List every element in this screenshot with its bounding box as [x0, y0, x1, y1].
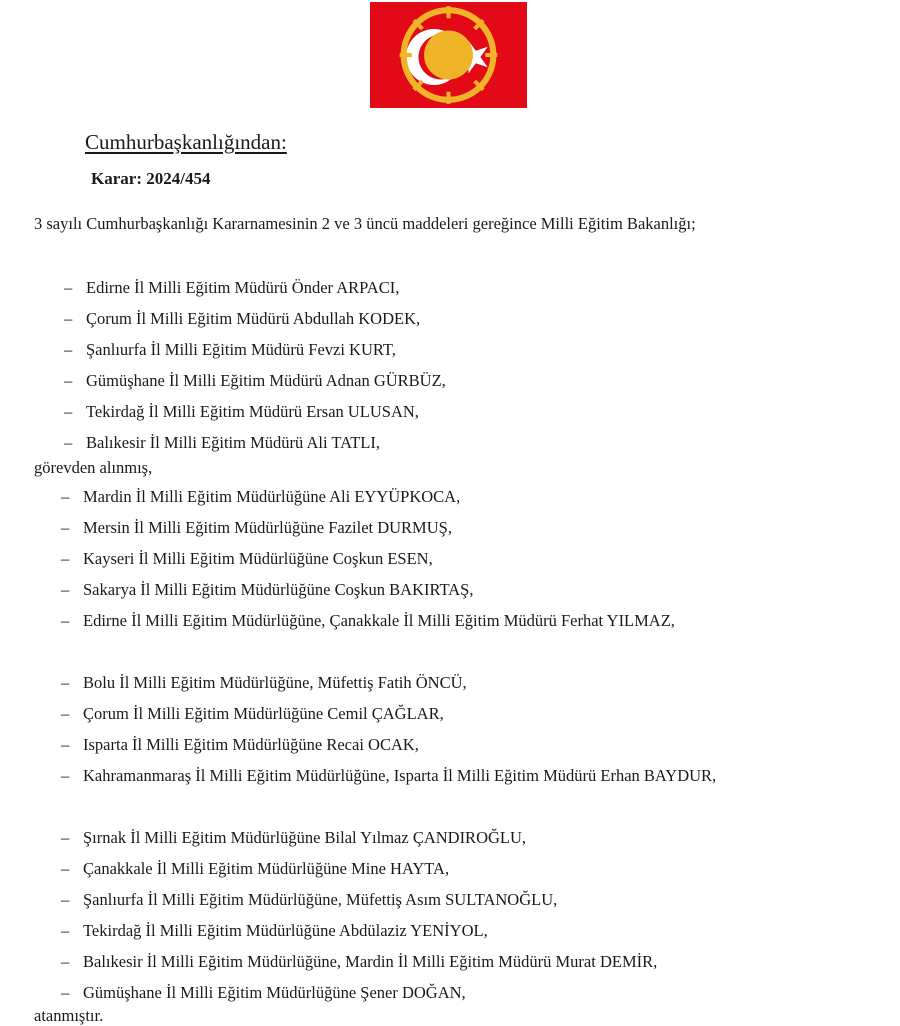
list-dash: – [61, 828, 70, 847]
list-item [61, 481, 866, 512]
list-item-text: Çorum İl Milli Eğitim Müdürlüğüne Cemil ÇAĞLAR, [83, 704, 444, 723]
list-item [61, 853, 866, 884]
list-item-text: Çorum İl Milli Eğitim Müdürü Abdullah KODEK, [86, 309, 421, 328]
list-item [61, 884, 866, 915]
list-item-text: Kahramanmaraş İl Milli Eğitim Müdürlüğüne, Isparta İl Milli Eğitim Müdürü Erhan BAYDUR, [83, 766, 717, 785]
list-item [64, 334, 876, 365]
list-item [61, 543, 866, 574]
list-dash: – [61, 921, 70, 940]
list-item [61, 574, 866, 605]
list-item [61, 915, 866, 946]
list-item [64, 396, 876, 427]
list-item-text: Tekirdağ İl Milli Eğitim Müdürlüğüne Abdülaziz YENİYOL, [83, 921, 488, 940]
list-dash: – [61, 704, 70, 723]
list-dash: – [61, 518, 70, 537]
list-item [61, 977, 866, 1008]
list-item [61, 667, 866, 698]
list-item [61, 698, 866, 729]
list-item-text: Bolu İl Milli Eğitim Müdürlüğüne, Müfettiş Fatih ÖNCÜ, [83, 673, 467, 692]
list-item [61, 512, 866, 543]
list-dash: – [61, 983, 70, 1002]
list-dash: – [64, 278, 73, 297]
list-item [61, 946, 866, 977]
list-dash: – [61, 890, 70, 909]
list-item [64, 427, 876, 458]
list-dash: – [61, 549, 70, 568]
list-item-text: Balıkesir İl Milli Eğitim Müdürü Ali TATLI, [86, 433, 380, 452]
list-item [61, 605, 866, 636]
list-item [64, 365, 876, 396]
intro-paragraph: 3 sayılı Cumhurbaşkanlığı Kararnamesinin 2 ve 3 üncü maddeleri gereğince Milli Eğitim Bakanlığı; [34, 214, 696, 233]
list-dash: – [64, 309, 73, 328]
list-item-text: Tekirdağ İl Milli Eğitim Müdürü Ersan ULUSAN, [86, 402, 419, 421]
list-item-text: Gümüşhane İl Milli Eğitim Müdürlüğüne Şener DOĞAN, [83, 983, 466, 1002]
list-dash: – [64, 371, 73, 390]
list-dash: – [61, 735, 70, 754]
list-item-text: Sakarya İl Milli Eğitim Müdürlüğüne Coşkun BAKIRTAŞ, [83, 580, 474, 599]
list-item [61, 729, 866, 760]
list-item [64, 303, 876, 334]
list-dash: – [61, 580, 70, 599]
list-item-text: Mersin İl Milli Eğitim Müdürlüğüne Fazilet DURMUŞ, [83, 518, 452, 537]
list-item-text: Kayseri İl Milli Eğitim Müdürlüğüne Coşkun ESEN, [83, 549, 433, 568]
list-dash: – [64, 433, 73, 452]
list-item-text: Edirne İl Milli Eğitim Müdürlüğüne, Çanakkale İl Milli Eğitim Müdürü Ferhat YILMAZ, [83, 611, 675, 630]
list-dash: – [61, 611, 70, 630]
list-item [61, 822, 866, 853]
list-dash: – [61, 952, 70, 971]
turkish-flag-icon [370, 2, 527, 108]
list-item [61, 760, 866, 791]
list-dash: – [61, 859, 70, 878]
closing-line: atanmıştır. [34, 1006, 104, 1025]
list-item-text: Şırnak İl Milli Eğitim Müdürlüğüne Bilal Yılmaz ÇANDIROĞLU, [83, 828, 527, 847]
list-dash: – [61, 673, 70, 692]
list-dash: – [61, 766, 70, 785]
list-dash: – [61, 487, 70, 506]
decree-number: Karar: 2024/454 [91, 169, 211, 188]
presidential-seal-icon [370, 2, 527, 108]
list-item-text: Edirne İl Milli Eğitim Müdürü Önder ARPACI, [86, 278, 400, 297]
dismissed-closing: görevden alınmış, [34, 458, 153, 477]
list-dash: – [64, 402, 73, 421]
list-item-text: Isparta İl Milli Eğitim Müdürlüğüne Recai OCAK, [83, 735, 419, 754]
list-item-text: Gümüşhane İl Milli Eğitim Müdürü Adnan GÜRBÜZ, [86, 371, 446, 390]
list-item-text: Balıkesir İl Milli Eğitim Müdürlüğüne, Mardin İl Milli Eğitim Müdürü Murat DEMİR, [83, 952, 658, 971]
issuer-heading: Cumhurbaşkanlığından: [85, 130, 287, 154]
list-dash: – [64, 340, 73, 359]
list-item-text: Çanakkale İl Milli Eğitim Müdürlüğüne Mine HAYTA, [83, 859, 450, 878]
list-item [64, 272, 876, 303]
list-item-text: Şanlıurfa İl Milli Eğitim Müdürü Fevzi KURT, [86, 340, 396, 359]
list-item-text: Mardin İl Milli Eğitim Müdürlüğüne Ali EYYÜPKOCA, [83, 487, 461, 506]
list-item-text: Şanlıurfa İl Milli Eğitim Müdürlüğüne, Müfettiş Asım SULTANOĞLU, [83, 890, 558, 909]
